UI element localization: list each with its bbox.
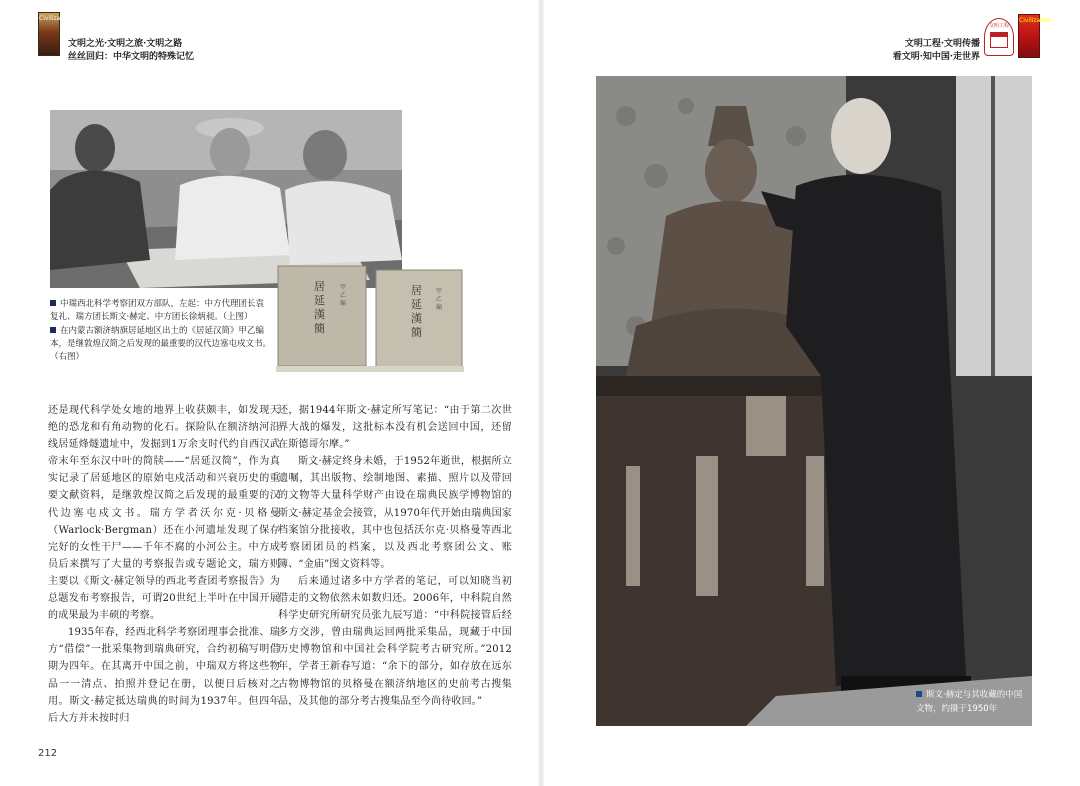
magazine-logo-right [1018,14,1052,58]
paragraph: 还，据1944年斯文·赫定所写笔记：“由于第二次世界大战的爆发，这批标本没有机会送回中国，还留在斯德哥尔摩。” [278,405,512,451]
magazine-logo-left [38,12,72,56]
header-left [68,38,194,64]
paragraph: 还是现代科学处女地的地界上收获颇丰，如发现天绝的恐龙和有角动物的化石。探险队在额济纳河沿线居延烽燧遗址中，发掘到1万余支时代约自西汉武帝末年至东汉中叶的简牍——“居延汉简”，作为真实记录了居延地区的原始屯戍活动和兴衰历史的重要文献资料，是继敦煌汉简之后发现的最重要的汉代边塞屯戍文书。瑞方学者沃尔克·贝格曼（Warlock·Bergman）还在小河遗址发现了保存完好的女性干尸——千年不腐的小河公主。中方成员后来撰写了大量的考察报告或专题论文，瑞方则主要以《斯文·赫定领导的西北考查团考察报告》为总题发布考察报告，可谓20世纪上半叶在中国开展的成果最为丰硕的考察。 [48,405,280,622]
logo-right-text: Civilization [1019,17,1052,24]
project-seal-logo [984,18,1014,56]
building-icon [990,32,1008,48]
body-column-1 [48,402,280,727]
header-right-line1: 文明工程·文明传播 [904,39,980,49]
caption-item [50,325,272,364]
caption-square-icon [916,691,922,697]
body-column-2 [278,402,512,710]
paragraph: 斯文·赫定终身未婚，于1952年逝世，根据所立遗嘱，其出版物、绘制地图、素描、照片以及带回的文物等大量科学财产由设在瑞典民族学博物馆的斯文·赫定基金会接管，从1970年代开始由瑞典国家档案馆分批接收，其中也包括沃尔克·贝格曼等西北考察团团员的档案，以及西北考察团公文、账簿、“金庙”图文资料等。 [278,456,512,570]
header-right-line2: 看文明·知中国·走世界 [892,52,980,62]
hedin-with-buddha-photo [596,76,1032,726]
book-title-left: 居延漢簡 [314,280,325,335]
logo-left-text: Civilization [39,15,72,22]
paragraph: 后来通过诸多中方学者的笔记，可以知晓当初借走的文物依然未如数归还。2006年，中科院自然科学史研究所研究员张九辰写道：“中科院接管后经多方交涉，曾由瑞典运回两批采集品，现藏于中国历史博物馆和中国社会科学院考古研究所。”2012年，学者王新春写道：“余下的部分，如存放在远东古物博物馆的贝格曼在额济纳地区的史前考古搜集品，及其他的部分考古搜集品至今尚待收回。” [278,575,512,707]
page-number: 212 [38,748,58,759]
caption-square-icon [50,300,56,306]
header-right [860,38,980,64]
paragraph: 1935年春，经西北科学考察团理事会批准、瑞方“借偿”一批采集物到瑞典研究，合约初稿写明借期为四年。在其离开中国之前，中瑞双方将这些物品一一清点、拍照并登记在册，以便日后核对之用。斯文·赫定抵达瑞典的时间为1937年。但四年后大方并未按时归 [48,627,280,724]
juyan-han-slips-books-photo [276,262,464,372]
page-gutter [538,0,544,786]
book-subtitle-right: 甲乙編 [436,288,443,311]
photo-captions [50,298,272,365]
caption-square-icon [50,327,56,333]
book-title-right: 居延漢簡 [411,284,422,339]
caption-right-text: 斯文·赫定与其收藏的中国文物，约摄于1950年 [916,690,1023,714]
right-photo-caption [916,688,1028,716]
header-left-line2: 丝丝回归：中华文明的特殊记忆 [68,52,195,62]
book-subtitle-left: 甲乙編 [340,284,347,307]
caption-text-2: 在内蒙古额济纳旗居延地区出土的《居延汉简》甲乙编本，是继敦煌汉简之后发现的最重要的汉代边塞屯戍文书。（右图） [50,326,272,362]
caption-item [50,298,272,324]
caption-text-1: 中瑞西北科学考察团双方部队，左起：中方代理团长袁复礼、瑞方团长斯文·赫定、中方团长徐炳昶。（上图） [50,299,265,322]
header-left-line1: 文明之光·文明之旅·文明之路 [68,39,183,49]
seal-text: 文明工程 [988,23,1009,29]
